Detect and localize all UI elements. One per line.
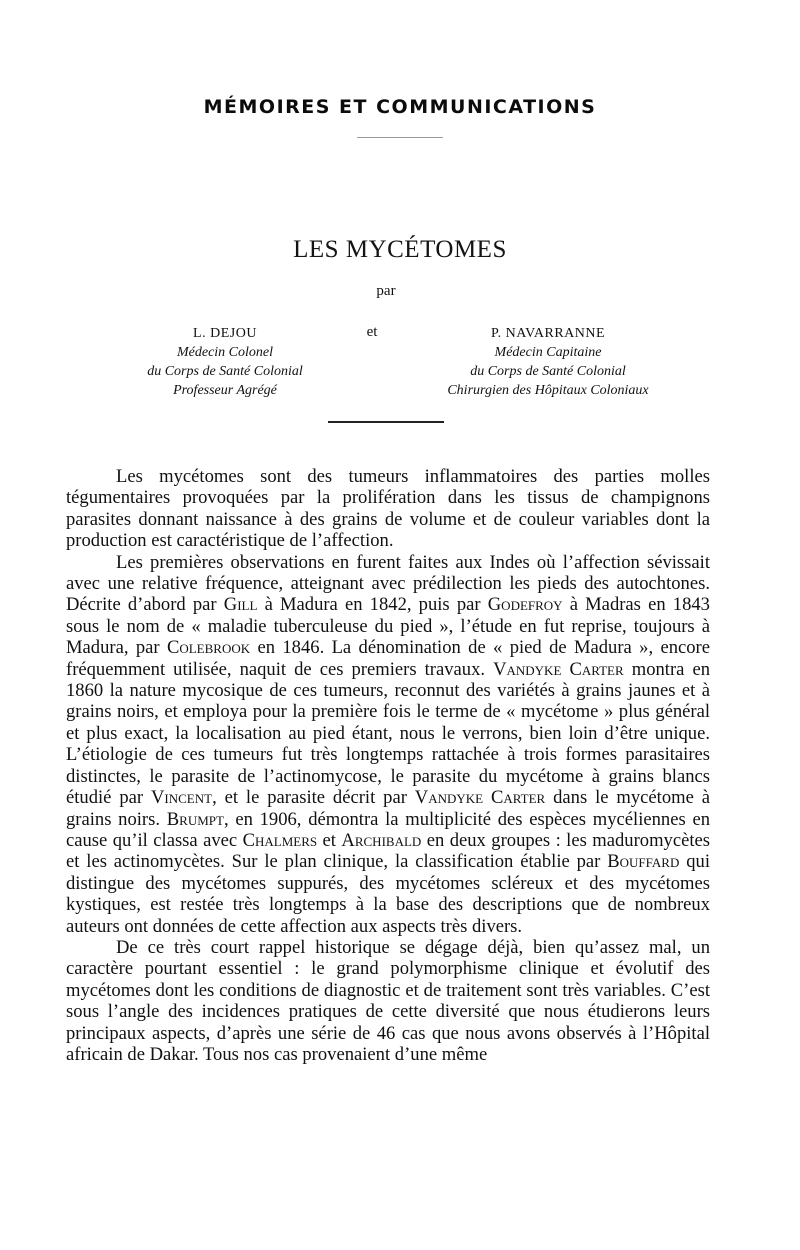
article-title: LES MYCÉTOMES [293, 236, 507, 263]
paragraph-2: Les premières observations en furent faites aux Indes où l’affection sévissait avec une relative fréquence, atteignant avec prédilection les pieds des autochtones. Décrite d’abord par Gill à Madura en 1842, puis par Godefroy à Madras en 1843 sous le nom de « maladie tuberculeuse du pied », l’étude en fut reprise, toujours à Madura, par Colebrook en 1846. La dénomination de « pied de Madura », encore fréquemment utilisée, naquit de ces premiers travaux. Vandyke Carter montra en 1860 la nature mycosique de ces tumeurs, reconnut des variétés à grains jaunes et à grains noirs, et employa pour la première fois le terme de « mycétome » plus général et plus exact, la localisation au pied étant, nous le verrons, bien loin d’être unique. L’étiologie de ces tumeurs fut très longtemps rattachée à trois formes parasitaires distinctes, le parasite de l’actinomycose, le parasite du mycétome à grains blancs étudié par Vincent, et le parasite décrit par Vandyke Carter dans le mycétome à grains noirs. Brumpt, en 1906, démontra la multiplicité des espèces mycéliennes en cause qu’il classa avec Chalmers et Archibald en deux groupes : les maduromycètes et les actinomycètes. Sur le plan clinique, la classification établie par Bouffard qui distingue des mycétomes suppurés, des mycétomes scléreux et des mycétomes kystiques, est restée très longtemps à la base des descriptions que de nombreux auteurs ont données de cette affection aux aspects très divers. [66, 551, 711, 937]
author-citation: Gill [223, 594, 258, 616]
author-citation: Brumpt [166, 808, 224, 830]
paragraph-1: Les mycétomes sont des tumeurs inflammatoires des parties molles tégumentaires provoquées par la prolifération dans les tissus de champignons parasites donnant naissance à des grains de volume et de couleur variables dont la production est caractéristique de l’affection. [66, 466, 710, 552]
section-header: MÉMOIRES ET COMMUNICATIONS [203, 96, 597, 118]
title-rule [328, 421, 444, 423]
header-rule [357, 137, 443, 138]
byline-par: par [376, 283, 396, 299]
author-citation: Vincent [150, 787, 213, 809]
author-citation: Vandyke Carter [493, 658, 624, 680]
author-title: Professeur Agrégé [173, 383, 277, 398]
author-citation: Archibald [341, 829, 422, 851]
author-citation: Vandyke Carter [414, 787, 546, 809]
author-corps: du Corps de Santé Colonial [470, 364, 626, 379]
author-conjunction: et [366, 324, 378, 340]
author-name: L. DEJOU [193, 326, 257, 341]
author-citation: Chalmers [242, 829, 318, 851]
author-citation: Bouffard [607, 851, 680, 873]
article-body [66, 466, 710, 1065]
author-navarranne [410, 324, 686, 400]
author-corps: du Corps de Santé Colonial [147, 364, 303, 379]
author-dejou [115, 324, 335, 400]
author-rank: Médecin Colonel [176, 345, 274, 360]
author-name: P. NAVARRANNE [490, 326, 606, 341]
author-citation: Godefroy [487, 594, 563, 616]
author-rank: Médecin Capitaine [494, 345, 602, 360]
author-title: Chirurgien des Hôpitaux Coloniaux [447, 383, 649, 398]
author-citation: Colebrook [166, 637, 251, 659]
paragraph-3: De ce très court rappel historique se dégage déjà, bien qu’assez mal, un caractère pourtant essentiel : le grand polymorphisme clinique et évolutif des mycétomes dont les conditions de diagnostic et de traitement sont très variables. C’est sous l’angle des incidences pratiques de cette diversité que nous étudierons leurs principaux aspects, d’après une série de 46 cas que nous avons observés à l’Hôpital africain de Dakar. Tous nos cas provenaient d’une même [66, 936, 710, 1065]
